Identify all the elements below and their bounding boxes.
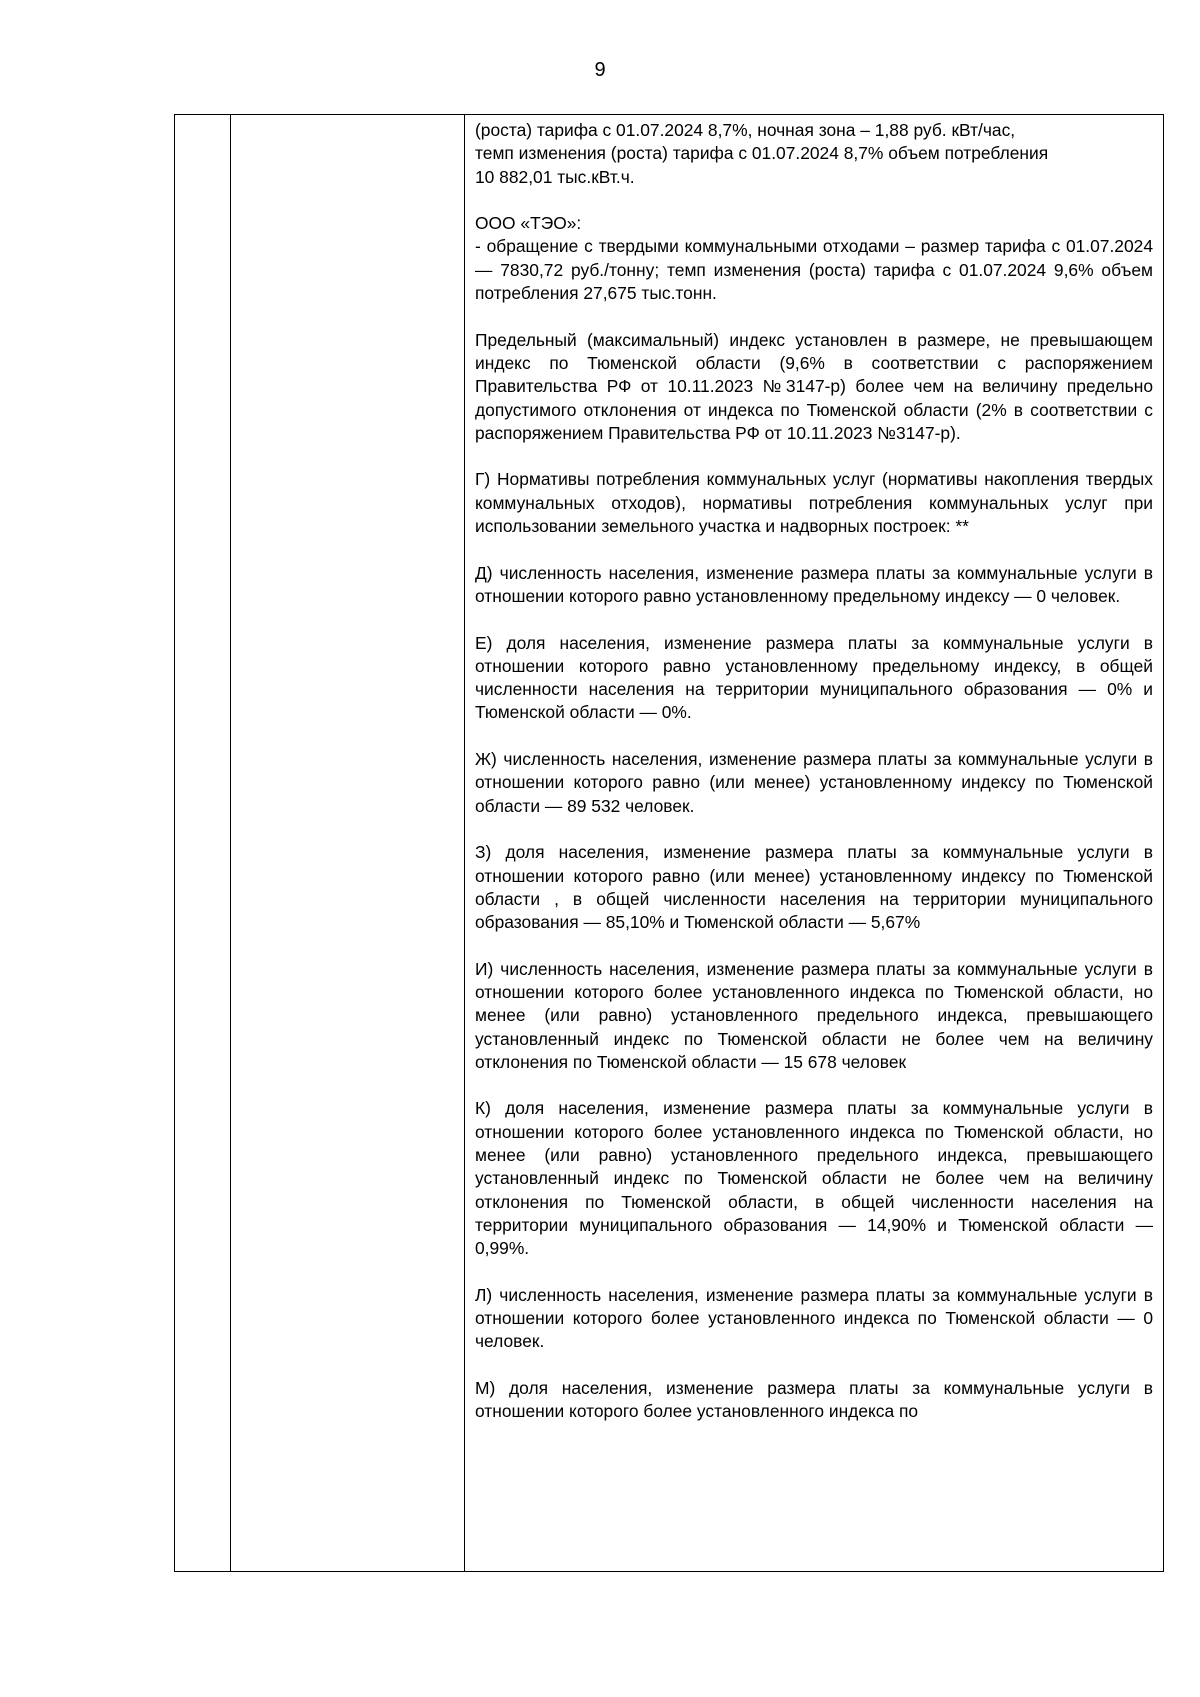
item-z-paragraph: З) доля населения, изменение размера платы за коммунальные услуги в отношении которого равно (или менее) установленному индексу по Тюменской области , в общей численности населения на территории муниципального образования — 85,10% и Тюменской области — 5,67%: [475, 842, 1153, 933]
document-table: [174, 114, 1164, 1572]
table-cell-number: [175, 115, 231, 1572]
item-l-paragraph: Л) численность населения, изменение размера платы за коммунальные услуги в отношении которого более установленного индекса по Тюменской области — 0 человек.: [475, 1284, 1153, 1352]
item-zh-paragraph: Ж) численность населения, изменение размера платы за коммунальные услуги в отношении которого равно (или менее) установленному индексу по Тюменской области — 89 532 человек.: [475, 749, 1153, 816]
max-index-paragraph: Предельный (максимальный) индекс установлен в размере, не превышающем индекс по Тюменской области (9,6% в соответствии с распоряжением Правительства РФ от 10.11.2023 №3147-р) более чем на величину предельно допустимого отклонения от индекса по Тюменской области (2% в соответствии с распоряжением Правительства РФ от 10.11.2023 №3147-р).: [475, 329, 1153, 443]
table-row: [175, 115, 1164, 1572]
item-m-paragraph: М) доля населения, изменение размера платы за коммунальные услуги в отношении которого более установленного индекса по: [475, 1378, 1153, 1422]
text-line: (роста) тарифа с 01.07.2024 8,7%, ночная зона – 1,88 руб. кВт/час,: [475, 120, 1016, 140]
item-i-paragraph: И) численность населения, изменение размера платы за коммунальные услуги в отношении которого более установленного индекса по Тюменской области, но менее (или равно) установленного предельного индекса, превышающего установленный индекс по Тюменской области не более чем на величину отклонения по Тюменской области — 15 678 человек: [475, 958, 1153, 1072]
page-number: 9: [594, 59, 606, 81]
item-d-paragraph: Д) численность населения, изменение размера платы за коммунальные услуги в отношении которого равно установленному предельному индексу — 0 человек.: [475, 562, 1153, 606]
table-cell-content: [465, 115, 1164, 1572]
company-name: ООО «ТЭО»:: [475, 213, 582, 234]
tariff-waste-paragraph: [475, 212, 1153, 305]
text-line: - обращение с твердыми коммунальными отходами – размер тарифа с 01.07.2024 — 7830,72 руб./тонну; темп изменения (роста) тарифа с 01.07.2024 9,6% объем потребления 27,675 тыс.тонн.: [475, 236, 1153, 304]
table-cell-name: [231, 115, 465, 1572]
item-e-paragraph: Е) доля населения, изменение размера платы за коммунальные услуги в отношении которого равно установленному предельному индексу, в общей численности населения на территории муниципального образования — 0% и Тюменской области — 0%.: [475, 632, 1153, 723]
text-line: 10 882,01 тыс.кВт.ч.: [475, 166, 635, 187]
item-g-paragraph: Г) Нормативы потребления коммунальных услуг (нормативы накопления твердых коммунальных отходов), нормативы потребления коммунальных услуг при использовании земельного участка и надворных построек: **: [475, 469, 1153, 537]
text-line: темп изменения (роста) тарифа с 01.07.2024 8,7% объем потребления: [475, 143, 1049, 164]
tariff-electricity-paragraph: [475, 119, 1153, 189]
item-k-paragraph: К) доля населения, изменение размера платы за коммунальные услуги в отношении которого более установленного индекса по Тюменской области, но менее (или равно) установленного предельного индекса, превышающего установленный индекс по Тюменской области не более чем на величину отклонения по Тюменской области, в общей численности населения на территории муниципального образования — 14,90% и Тюменской области — 0,99%.: [475, 1098, 1153, 1259]
